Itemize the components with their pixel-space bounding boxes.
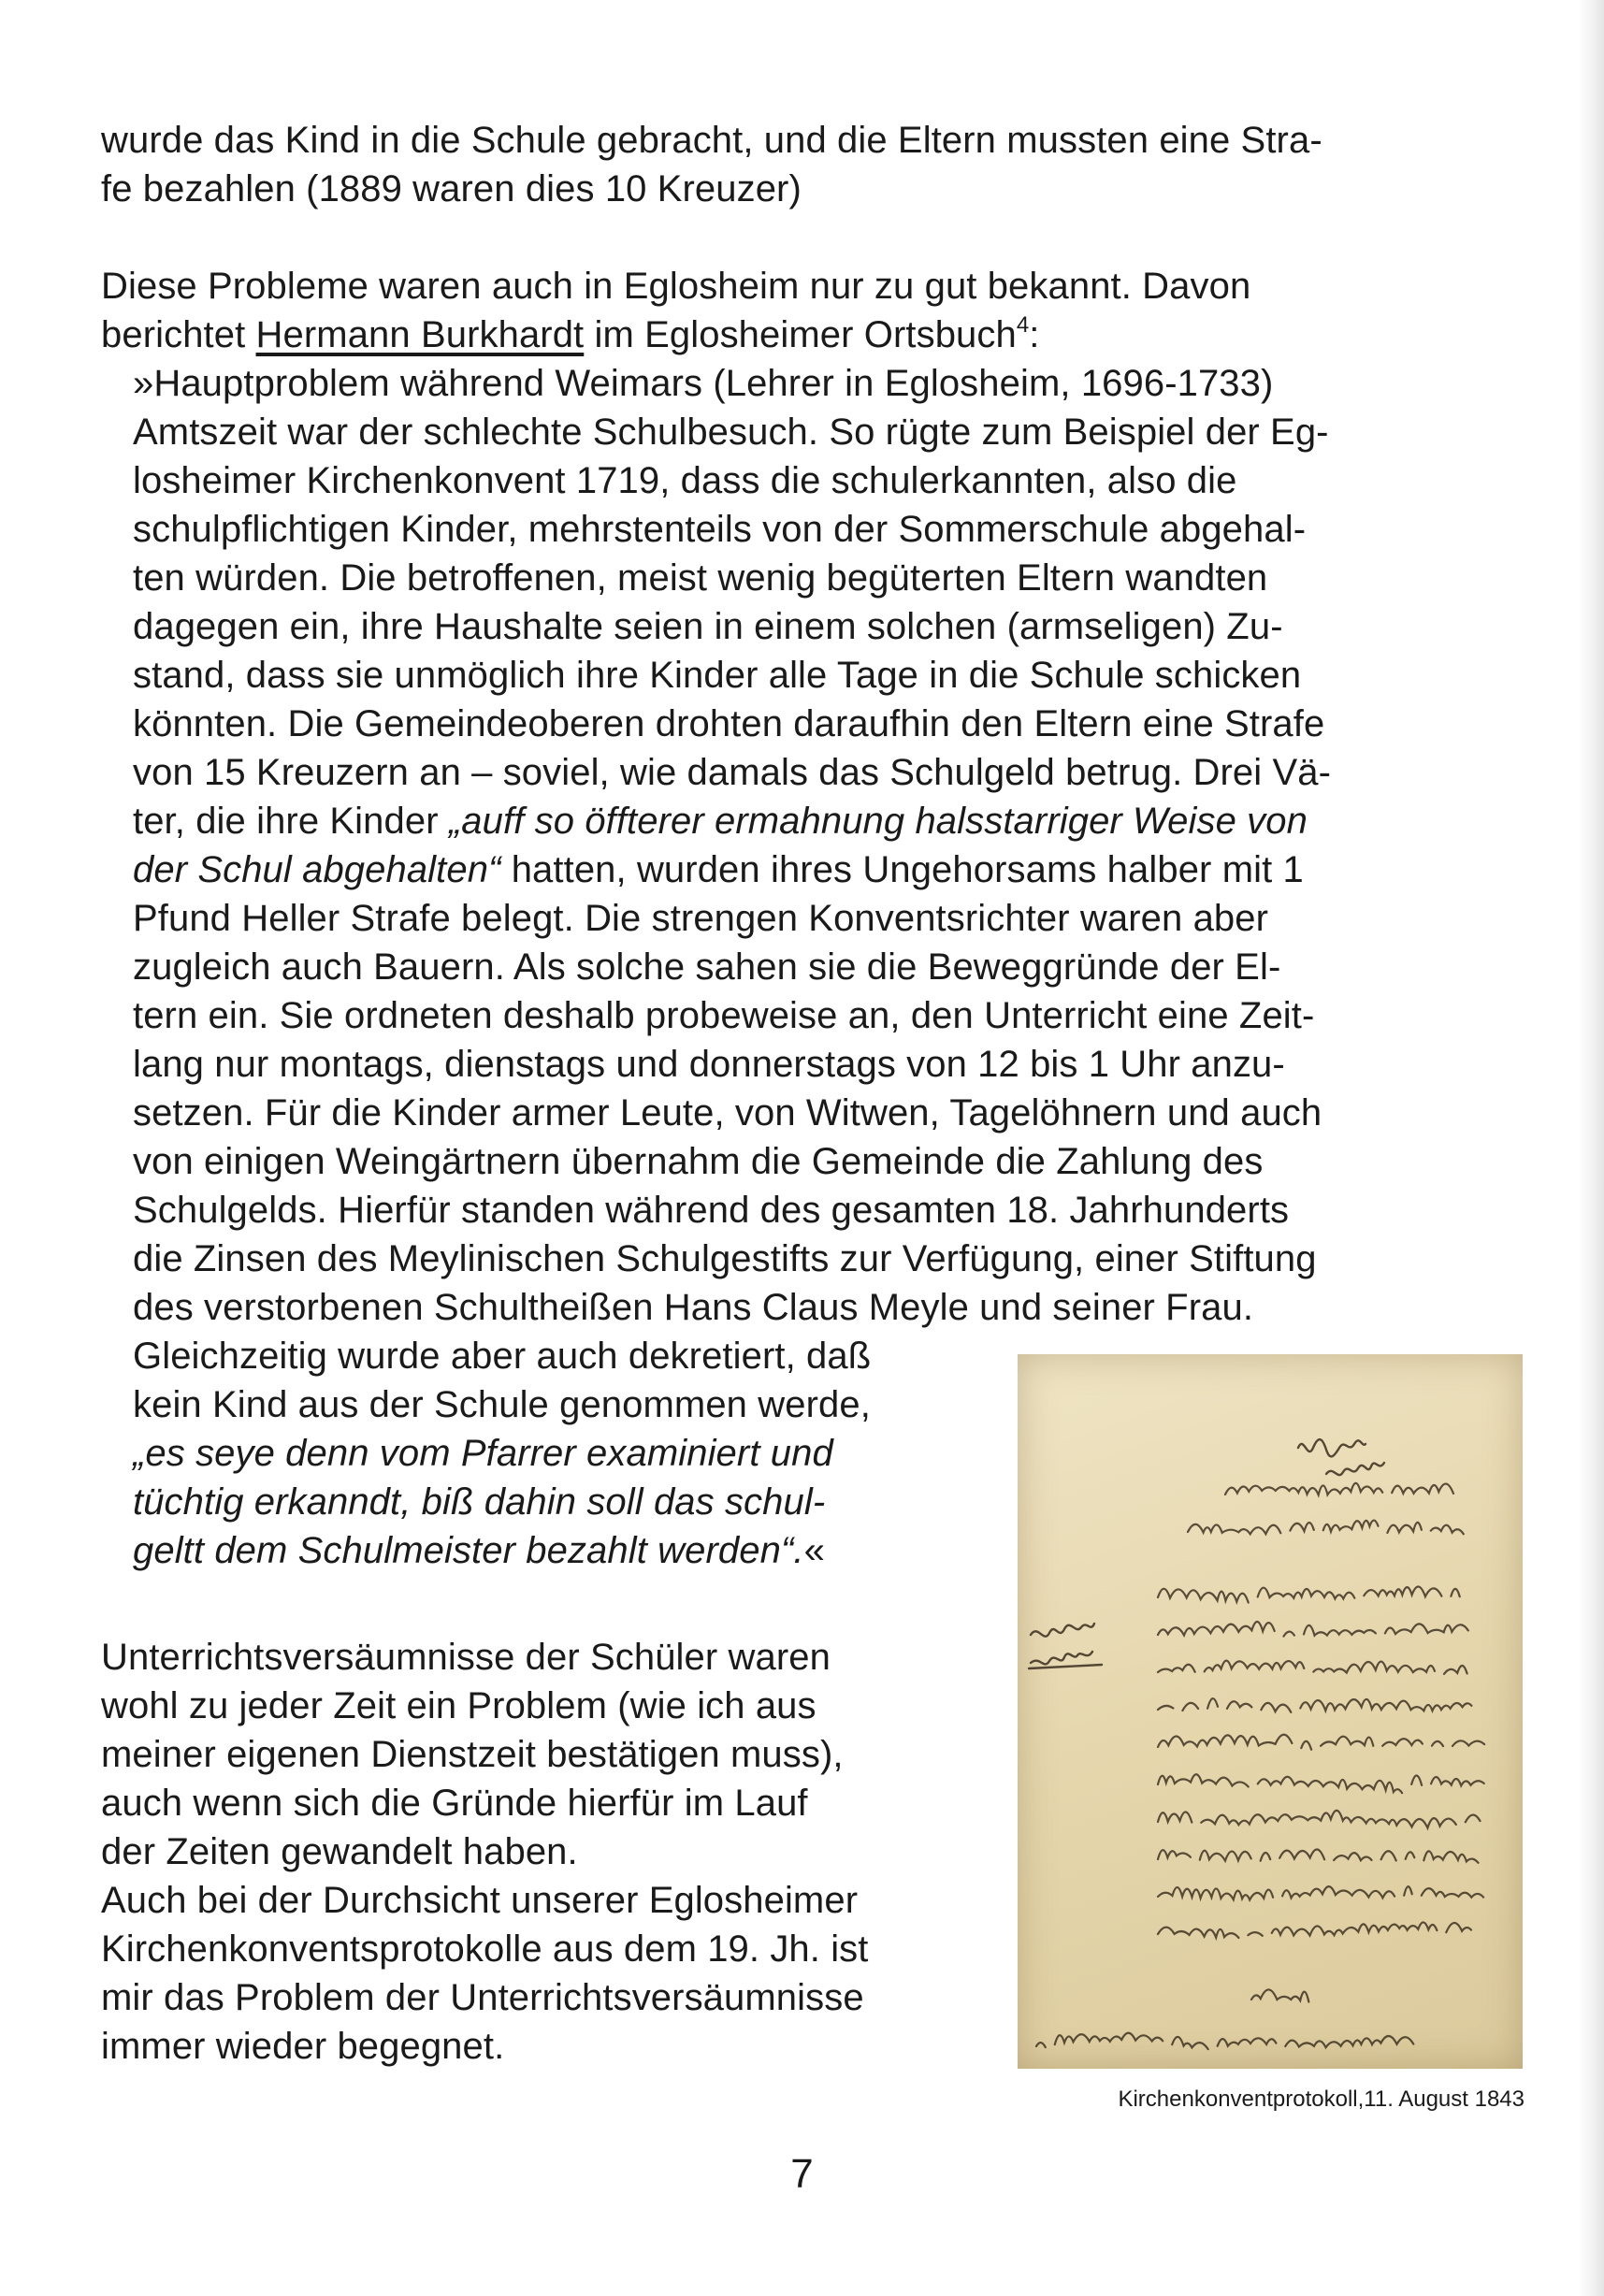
handwriting-stroke	[1158, 1735, 1484, 1750]
quote-text: hatten, wurden ihres Ungehorsams halber mit 1	[500, 849, 1304, 890]
quote-citation: „es seye denn vom Pfarrer examiniert und	[133, 1433, 833, 1474]
quote-line	[133, 798, 1308, 845]
handwriting-stroke	[1251, 1989, 1318, 2001]
quote-close-mark: «	[803, 1530, 825, 1571]
quote-line	[133, 846, 1304, 893]
paragraph-line: meiner eigenen Dienstzeit bestätigen muss),	[101, 1734, 844, 1775]
quote-line: kein Kind aus der Schule genommen werde,	[133, 1384, 871, 1425]
quote-line: könnten. Die Gemeindeoberen drohten daraufhin den Eltern eine Strafe	[133, 703, 1325, 744]
paragraph-line: der Zeiten gewandelt haben.	[101, 1831, 578, 1872]
quote-line: des verstorbenen Schultheißen Hans Claus Meyle und seiner Frau.	[133, 1287, 1254, 1328]
quote-text: ter, die ihre Kinder	[133, 801, 449, 842]
handwriting-stroke	[1188, 1521, 1464, 1535]
quote-line	[133, 1527, 825, 1574]
quote-line: schulpflichtigen Kinder, mehrstenteils von der Sommerschule abgehal-	[133, 509, 1307, 550]
quote-line: Amtszeit war der schlechte Schulbesuch. So rügte zum Beispiel der Eg-	[133, 412, 1329, 453]
paragraph-text: im Eglosheimer Ortsbuch	[584, 314, 1017, 355]
quote-line: die Zinsen des Meylinischen Schulgestifts zur Verfügung, einer Stiftung	[133, 1238, 1317, 1279]
handwriting-drawing	[1018, 1354, 1523, 2069]
quote-line: lang nur montags, dienstags und donnerstags von 12 bis 1 Uhr anzu-	[133, 1044, 1285, 1085]
quote-line: losheimer Kirchenkonvent 1719, dass die schulerkannten, also die	[133, 460, 1237, 501]
handwriting-stroke	[1158, 1811, 1481, 1828]
handwriting-stroke	[1225, 1483, 1453, 1495]
handwriting-stroke	[1158, 1849, 1479, 1862]
quote-line: zugleich auch Bauern. Als solche sahen sie die Beweggründe der El-	[133, 946, 1281, 988]
handwriting-stroke	[1158, 1698, 1481, 1712]
quote-line: stand, dass sie unmöglich ihre Kinder alle Tage in die Schule schicken	[133, 655, 1302, 696]
quote-citation: geltt dem Schulmeister bezahlt werden“.	[133, 1530, 804, 1571]
quote-line: Gleichzeitig wurde aber auch dekretiert, daß	[133, 1336, 872, 1377]
quote-line: setzen. Für die Kinder armer Leute, von Witwen, Tagelöhnern und auch	[133, 1092, 1322, 1134]
handwriting-stroke	[1158, 1774, 1484, 1793]
handwriting-stroke	[1036, 2033, 1413, 2049]
paragraph-line: Diese Probleme waren auch in Eglosheim nur zu gut bekannt. Davon	[101, 266, 1251, 307]
quote-line: tern ein. Sie ordneten deshalb probeweise an, den Unterricht eine Zeit-	[133, 995, 1315, 1036]
intro-line: wurde das Kind in die Schule gebracht, und die Eltern mussten eine Stra-	[101, 120, 1322, 161]
photo-caption: Kirchenkonventprotokoll,11. August 1843	[1118, 2087, 1525, 2112]
quote-line: Pfund Heller Strafe belegt. Die strengen Konventsrichter waren aber	[133, 898, 1269, 939]
paragraph-line: Unterrichtsversäumnisse der Schüler waren	[101, 1637, 831, 1678]
footnote-ref[interactable]: 4	[1016, 312, 1030, 338]
quote-citation: „auff so öffterer ermahnung halsstarriger Weise von	[448, 801, 1308, 842]
handwriting-stroke	[1158, 1886, 1483, 1899]
paragraph-line: auch wenn sich die Gründe hierfür im Lauf	[101, 1783, 808, 1824]
paragraph-text: :	[1029, 314, 1040, 355]
quote-line: »Hauptproblem während Weimars (Lehrer in Eglosheim, 1696-1733)	[133, 363, 1274, 404]
paragraph-line: Auch bei der Durchsicht unserer Eglosheimer	[101, 1880, 859, 1921]
quote-citation: der Schul abgehalten“	[133, 849, 501, 890]
paragraph-line: mir das Problem der Unterrichtsversäumnisse	[101, 1977, 864, 2018]
intro-line: fe bezahlen (1889 waren dies 10 Kreuzer)	[101, 168, 802, 209]
handwriting-stroke	[1158, 1661, 1467, 1674]
paragraph-line	[101, 311, 1040, 358]
page-edge	[1578, 0, 1604, 2296]
quote-line: Schulgelds. Hierfür standen während des gesamten 18. Jahrhunderts	[133, 1190, 1290, 1231]
paragraph-line: immer wieder begegnet.	[101, 2026, 505, 2067]
quote-line: von einigen Weingärtnern übernahm die Gemeinde die Zahlung des	[133, 1141, 1264, 1182]
handwriting-stroke	[1158, 1622, 1468, 1637]
paragraph-text: berichtet	[101, 314, 256, 355]
paragraph-line: Kirchenkonventsprotokolle aus dem 19. Jh. ist	[101, 1928, 869, 1970]
quote-citation: tüchtig erkanndt, biß dahin soll das schul-	[133, 1481, 826, 1523]
quote-line: von 15 Kreuzern an – soviel, wie damals das Schulgeld betrug. Drei Vä-	[133, 752, 1332, 793]
author-link[interactable]: Hermann Burkhardt	[255, 314, 585, 355]
manuscript-photo	[1018, 1354, 1523, 2069]
quote-line: ten würden. Die betroffenen, meist wenig begüterten Eltern wandten	[133, 557, 1268, 599]
quote-line: dagegen ein, ihre Haushalte seien in einem solchen (armseligen) Zu-	[133, 606, 1283, 647]
handwriting-stroke	[1158, 1922, 1471, 1938]
handwriting-stroke	[1158, 1587, 1460, 1603]
page-number: 7	[790, 2151, 814, 2197]
paragraph-line: wohl zu jeder Zeit ein Problem (wie ich aus	[101, 1685, 816, 1726]
